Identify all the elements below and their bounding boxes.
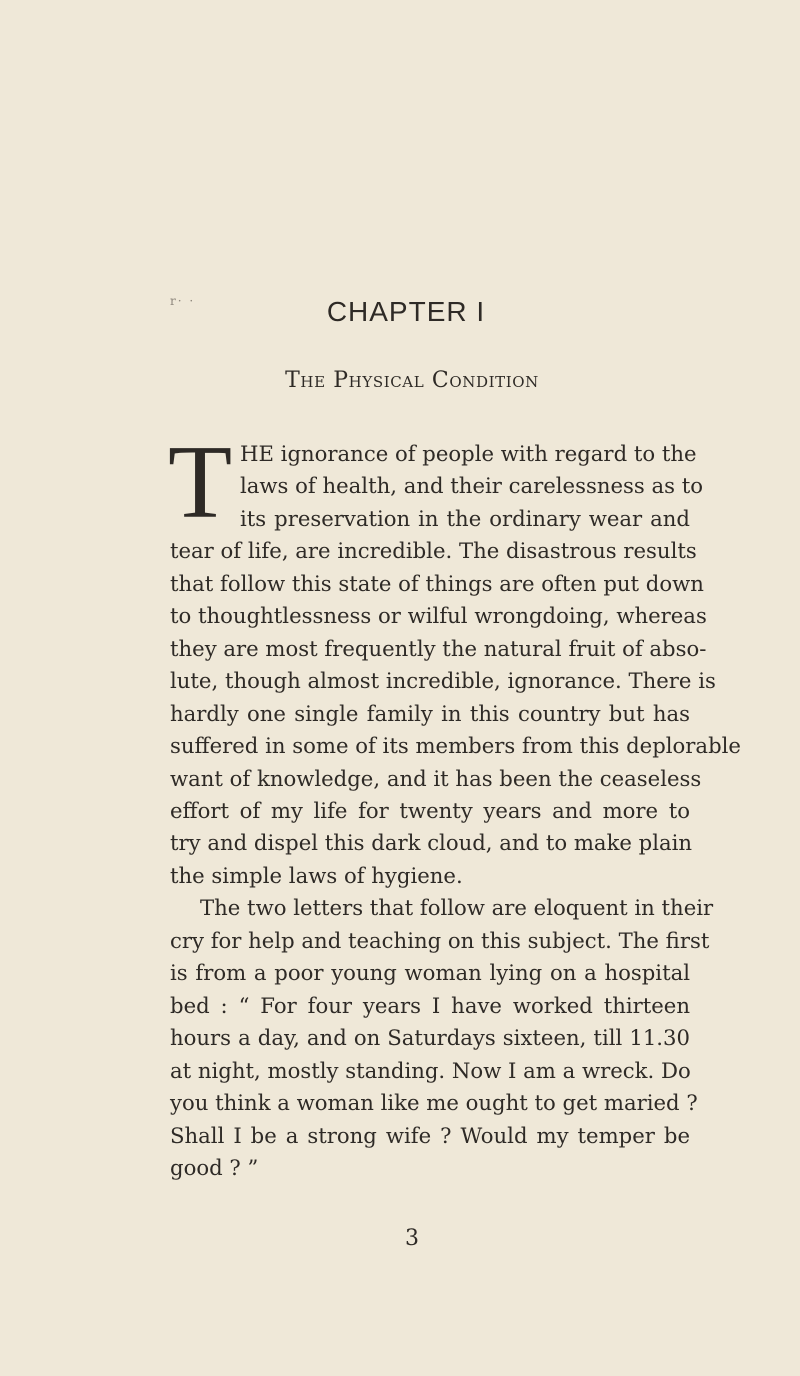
chapter-title: The Physical Condition xyxy=(285,368,539,393)
text-line: effort of my life for twenty years and more to xyxy=(170,797,690,823)
paragraph-2 xyxy=(170,892,714,1184)
text-line: good ? ” xyxy=(170,1154,259,1180)
drop-cap: T xyxy=(168,423,233,540)
body-text xyxy=(168,423,741,1184)
text-line: they are most frequently the natural fruit of abso- xyxy=(170,635,707,661)
text-line: that follow this state of things are often put down xyxy=(170,570,704,596)
text-line: the simple laws of hygiene. xyxy=(170,862,463,888)
text-line: The two letters that follow are eloquent in their xyxy=(200,895,714,921)
text-line: lute, though almost incredible, ignorance. There is xyxy=(170,668,716,694)
text-line: is from a poor young woman lying on a hospital xyxy=(170,960,690,986)
text-line: hours a day, and on Saturdays sixteen, till 11.30 xyxy=(170,1025,690,1051)
text-line: want of knowledge, and it has been the ceaseless xyxy=(170,765,702,791)
text-line: at night, mostly standing. Now I am a wreck. Do xyxy=(170,1057,691,1083)
text-line: its preservation in the ordinary wear and xyxy=(240,505,690,531)
text-line: HE ignorance of people with regard to the xyxy=(240,441,697,466)
text-line: you think a woman like me ought to get maried ? xyxy=(170,1090,698,1116)
text-line: laws of health, and their carelessness as to xyxy=(240,473,704,499)
corner-mark: r· · xyxy=(170,294,196,308)
text-line: cry for help and teaching on this subject. The first xyxy=(170,927,710,953)
page-number: 3 xyxy=(405,1226,419,1251)
text-line: hardly one single family in this country but has xyxy=(170,700,690,726)
text-line: Shall I be a strong wife ? Would my temper be xyxy=(170,1122,690,1148)
paragraph-1 xyxy=(168,423,741,892)
text-line: to thoughtlessness or wilful wrongdoing, whereas xyxy=(170,603,707,629)
text-line: tear of life, are incredible. The disastrous results xyxy=(170,538,697,564)
chapter-heading: CHAPTER I xyxy=(326,296,486,327)
text-line: suffered in some of its members from this deplorable xyxy=(170,733,741,759)
text-line: bed : “ For four years I have worked thirteen xyxy=(170,992,690,1018)
text-line: try and dispel this dark cloud, and to make plain xyxy=(170,830,693,856)
